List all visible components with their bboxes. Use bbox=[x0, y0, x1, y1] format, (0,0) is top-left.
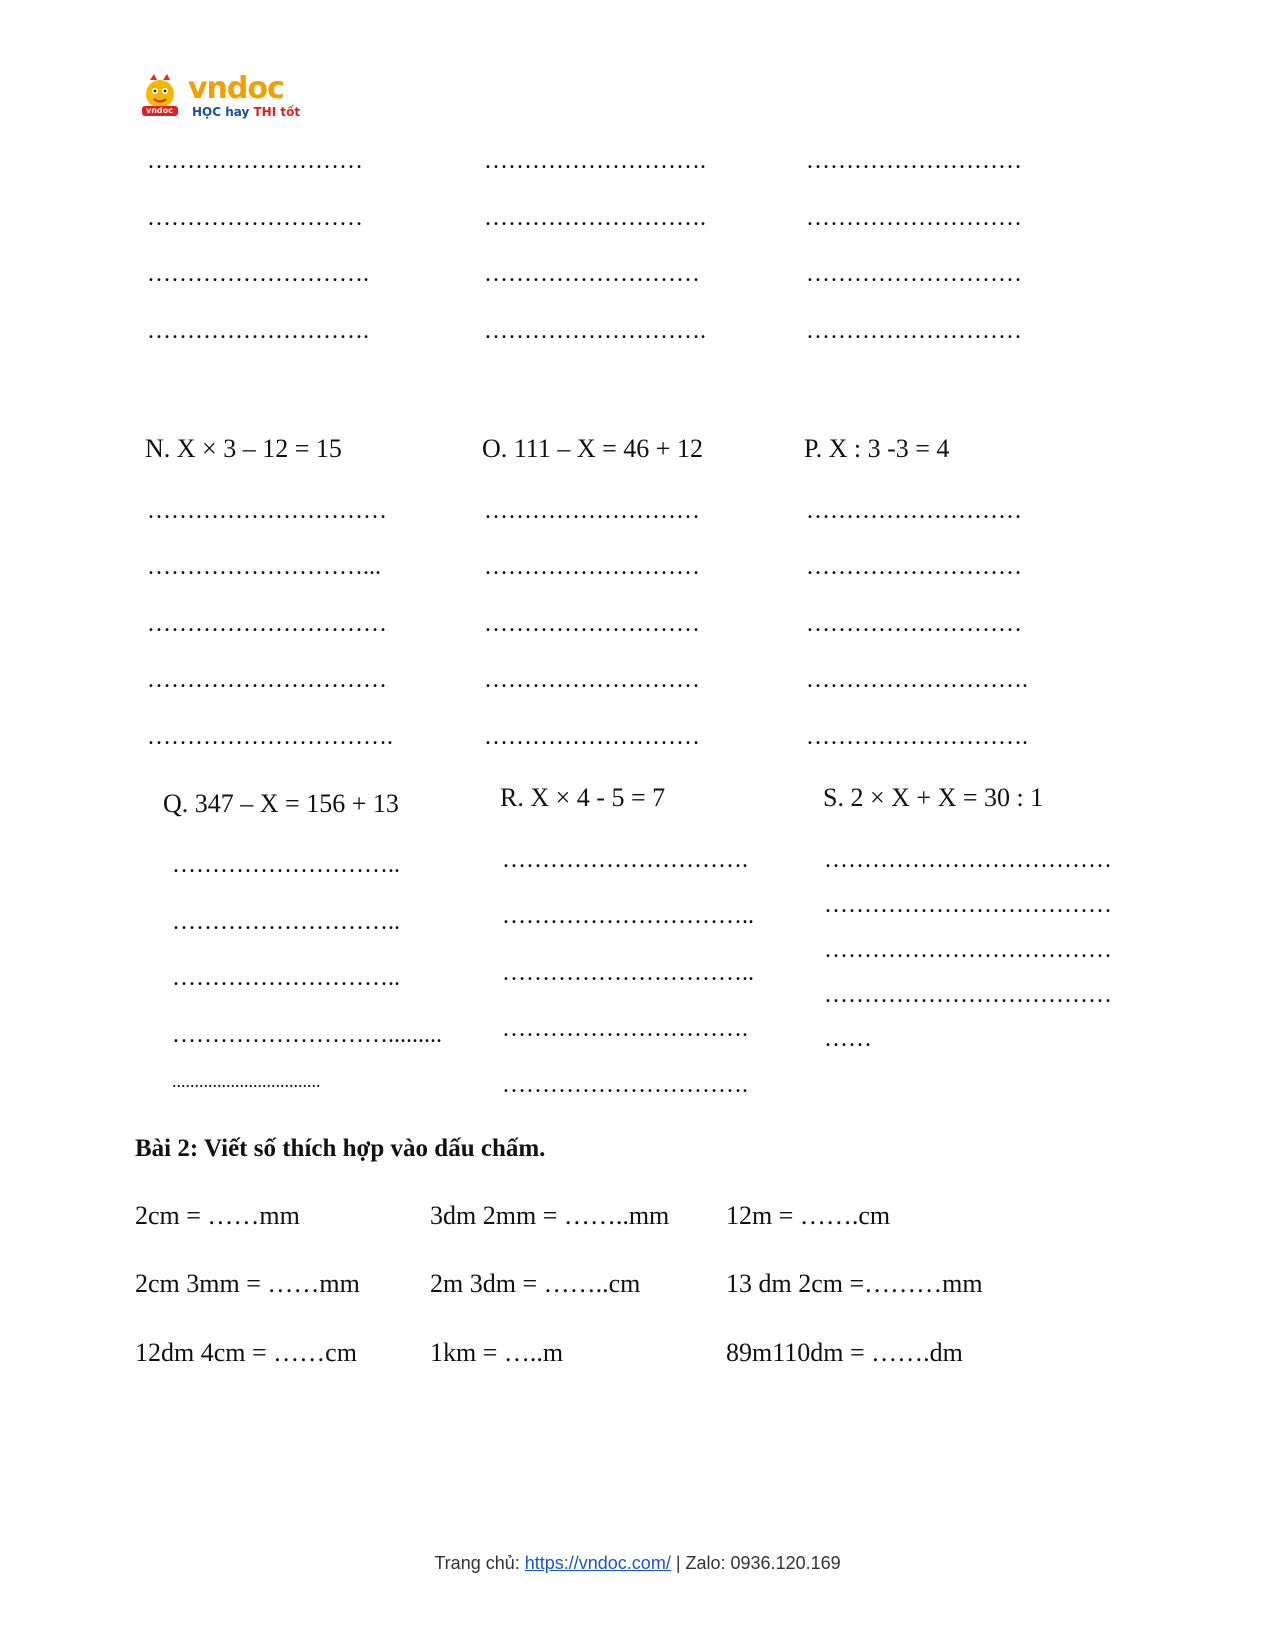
conversion-item: 13 dm 2cm =………mm bbox=[726, 1269, 983, 1298]
answer-line: …………………………. bbox=[502, 847, 748, 873]
conversion-item: 12m = …….cm bbox=[726, 1201, 891, 1230]
vndoc-logo bbox=[140, 72, 300, 124]
answer-line: ……………………………… bbox=[824, 982, 1112, 1008]
conversion-item: 2m 3dm = ……..cm bbox=[430, 1269, 641, 1298]
answer-line: ……………………… bbox=[806, 205, 1022, 231]
problem-n-equation: N. X × 3 – 12 = 15 bbox=[145, 434, 342, 463]
answer-line: ……………………….. bbox=[172, 909, 400, 935]
problem-q-equation: Q. 347 – X = 156 + 13 bbox=[163, 789, 399, 818]
answer-line: ………………………….. bbox=[502, 960, 754, 986]
answer-line: ……………………… bbox=[806, 498, 1022, 524]
answer-line: ……………………….. bbox=[172, 852, 400, 878]
answer-line: ……………………… bbox=[484, 611, 700, 637]
problem-r-equation: R. X × 4 - 5 = 7 bbox=[500, 783, 666, 812]
footer-contact: | Zalo: 0936.120.169 bbox=[670, 1553, 841, 1573]
answer-line: ……………………… bbox=[806, 611, 1022, 637]
answer-line: ……………………… bbox=[147, 148, 363, 174]
answer-line: ………………………. bbox=[484, 148, 706, 174]
conversion-item: 1km = …..m bbox=[430, 1338, 564, 1367]
answer-line: ……………………………… bbox=[824, 892, 1112, 918]
answer-line: ……………………………… bbox=[824, 847, 1112, 873]
answer-line: ………………………. bbox=[147, 318, 369, 344]
answer-line: ………………………. bbox=[806, 667, 1028, 693]
answer-line: …………………………. bbox=[502, 1072, 748, 1098]
answer-line: ………………………… bbox=[147, 667, 387, 693]
logo-badge: vndoc bbox=[146, 106, 173, 115]
conversion-item: 2cm = ……mm bbox=[135, 1201, 300, 1230]
answer-line: ……………………… bbox=[484, 724, 700, 750]
answer-line: ………………………. bbox=[484, 205, 706, 231]
conversion-item: 12dm 4cm = ……cm bbox=[135, 1338, 357, 1367]
answer-line: …………………………. bbox=[147, 724, 393, 750]
answer-line: ………………………... bbox=[147, 554, 381, 580]
conversion-item: 89m110dm = …….dm bbox=[726, 1338, 963, 1367]
answer-line: ……………………… bbox=[806, 148, 1022, 174]
answer-line: ………………………......... bbox=[172, 1022, 442, 1048]
conversion-item: 3dm 2mm = ……..mm bbox=[430, 1201, 670, 1230]
answer-line: ……………………… bbox=[484, 261, 700, 287]
footer-homepage-link[interactable]: https://vndoc.com/ bbox=[524, 1553, 671, 1573]
answer-line: ……………………… bbox=[484, 554, 700, 580]
page-footer bbox=[0, 1553, 1275, 1574]
answer-line: ………………………. bbox=[147, 261, 369, 287]
footer-prefix: Trang chủ: bbox=[434, 1553, 525, 1573]
problem-p-equation: P. X : 3 -3 = 4 bbox=[804, 434, 950, 463]
conversion-item: 2cm 3mm = ……mm bbox=[135, 1269, 360, 1298]
answer-line: ……………………… bbox=[806, 554, 1022, 580]
answer-line: ………………………. bbox=[806, 724, 1028, 750]
answer-line: …………………………. bbox=[502, 1016, 748, 1042]
answer-line: ……………………… bbox=[147, 205, 363, 231]
answer-line: …… bbox=[824, 1026, 872, 1052]
answer-line: ……………………… bbox=[484, 667, 700, 693]
answer-line: ………………………. bbox=[484, 318, 706, 344]
problem-s-equation: S. 2 × X + X = 30 : 1 bbox=[823, 783, 1044, 812]
answer-line: ………………………… bbox=[147, 611, 387, 637]
answer-line: ……………………… bbox=[484, 498, 700, 524]
logo-tagline: HỌC hay THI tốt bbox=[192, 105, 301, 119]
answer-line: ……………………… bbox=[806, 318, 1022, 344]
answer-line: ................................. bbox=[172, 1071, 321, 1091]
logo-wordmark: vndoc bbox=[188, 71, 284, 106]
answer-line: ……………………… bbox=[806, 261, 1022, 287]
answer-line: ………………………… bbox=[147, 498, 387, 524]
problem-o-equation: O. 111 – X = 46 + 12 bbox=[482, 434, 703, 463]
answer-line: ………………………….. bbox=[502, 903, 754, 929]
answer-line: ……………………………… bbox=[824, 937, 1112, 963]
answer-line: ……………………….. bbox=[172, 965, 400, 991]
exercise-2-heading: Bài 2: Viết số thích hợp vào dấu chấm. bbox=[135, 1135, 546, 1162]
